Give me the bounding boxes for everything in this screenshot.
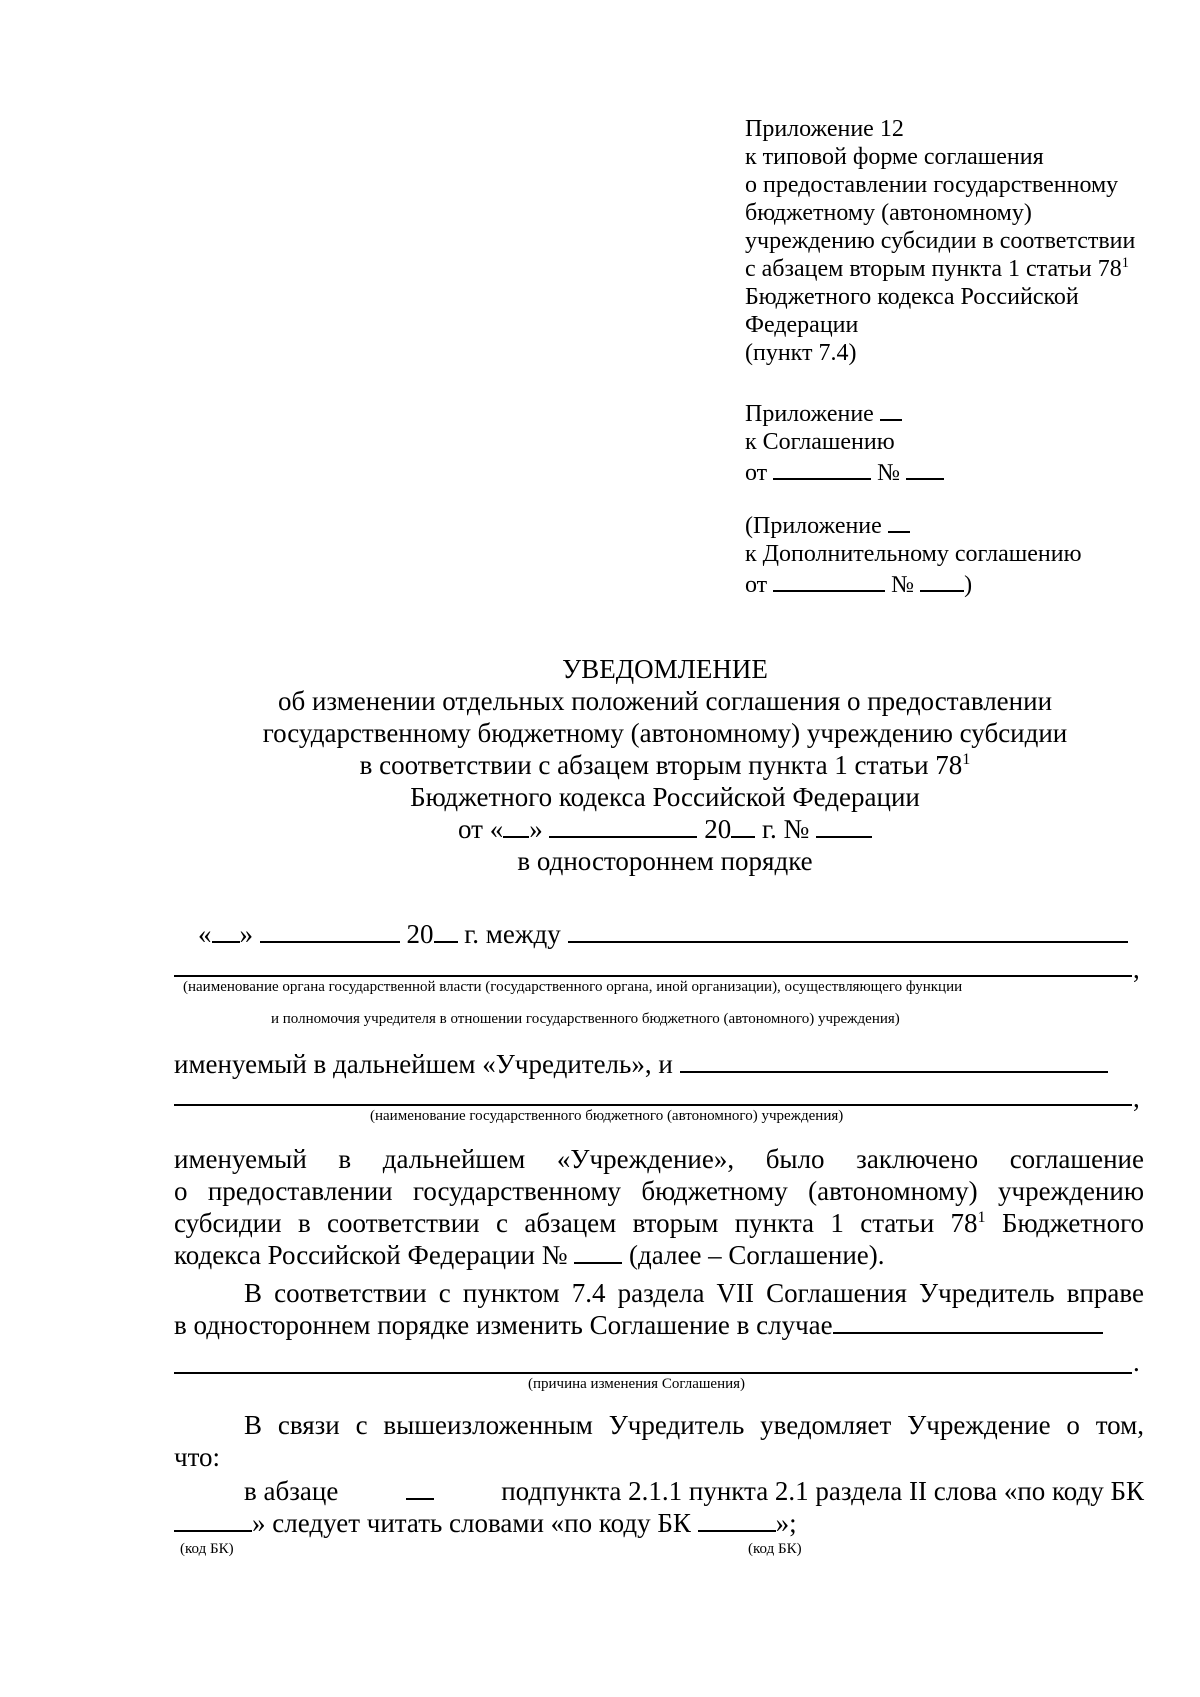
title-subline: в одностороннем порядке bbox=[517, 846, 813, 876]
paragraph-line: кодекса Российской Федерации № (далее – Соглашение). bbox=[174, 1240, 885, 1270]
paragraph-line: о предоставлении государственному бюджетному (автономному) учреждению bbox=[174, 1176, 1144, 1206]
day-blank bbox=[503, 814, 529, 838]
addl-label: (Приложение bbox=[745, 513, 882, 539]
header-line: бюджетному (автономному) bbox=[745, 200, 1032, 226]
header-line: Федерации bbox=[745, 312, 859, 338]
old-bk-blank bbox=[174, 1508, 252, 1532]
caption-reason: (причина изменения Соглашения) bbox=[528, 1376, 746, 1392]
appendix-block bbox=[745, 397, 944, 487]
paragraph-line: что: bbox=[174, 1442, 221, 1472]
document-title: УВЕДОМЛЕНИЕ bbox=[562, 654, 768, 684]
paragraph-line: субсидии в соответствии с абзацем вторым пункта 1 статьи $78^1$ Бюджетного bbox=[174, 1208, 1144, 1238]
caption-founder: (наименование органа государственной власти (государственного органа, иной организации), осуществляющего функции bbox=[183, 979, 963, 995]
paragraph-bk bbox=[174, 1475, 1144, 1539]
paragraph-line: » следует читать словами «по коду БК »; bbox=[174, 1507, 1144, 1539]
title-date-line: от « » 20 г. № bbox=[170, 813, 1160, 845]
founder-name-blank bbox=[568, 919, 1128, 943]
between-day-blank bbox=[212, 919, 240, 943]
paragraph-notice bbox=[174, 1409, 1144, 1473]
paragraph-line: именуемый в дальнейшем «Учреждение», было заключено соглашение bbox=[174, 1144, 1144, 1174]
month-blank bbox=[549, 814, 697, 838]
header-line: Приложение 12 bbox=[745, 116, 904, 142]
between-month-blank bbox=[260, 919, 400, 943]
reason-blank bbox=[833, 1310, 1103, 1334]
title-subline: Бюджетного кодекса Российской Федерации bbox=[410, 782, 920, 812]
reason-line bbox=[174, 1372, 1132, 1374]
founder-name-line bbox=[174, 975, 1132, 977]
addl-to-agreement: к Дополнительному соглашению bbox=[745, 541, 1082, 567]
addl-from-label: от bbox=[745, 572, 768, 598]
addl-no-blank bbox=[920, 568, 964, 592]
paragraph-agreement bbox=[174, 1143, 1144, 1271]
addl-date-blank bbox=[773, 568, 885, 592]
institution-comma: , bbox=[1133, 1083, 1140, 1113]
appendix-no-blank bbox=[906, 456, 944, 480]
agreement-number-blank bbox=[574, 1240, 622, 1264]
appendix-number-blank bbox=[880, 397, 902, 421]
header-line: Бюджетного кодекса Российской bbox=[745, 284, 1079, 310]
number-blank bbox=[816, 814, 872, 838]
caption-bk-old: (код БК) bbox=[180, 1541, 234, 1557]
between-year-blank bbox=[434, 919, 458, 943]
appendix-no-label: № bbox=[877, 460, 901, 486]
caption-founder: и полномочия учредителя в отношении государственного бюджетного (автономного) учреждения) bbox=[271, 1011, 900, 1027]
paragraph-line: в одностороннем порядке изменить Соглашение в случае bbox=[174, 1309, 1144, 1341]
addl-no-label: № bbox=[891, 572, 915, 598]
appendix-date-blank bbox=[773, 456, 871, 480]
appendix-to-agreement: к Соглашению bbox=[745, 429, 895, 455]
year-blank bbox=[731, 814, 755, 838]
paragraph-line: в абзаце подпункта 2.1.1 пункта 2.1 раздела II слова «по коду БК bbox=[244, 1476, 1144, 1506]
header-line: о предоставлении государственному bbox=[745, 172, 1119, 198]
title-subline: государственному бюджетному (автономному) учреждению субсидии bbox=[262, 718, 1068, 748]
founder-line: именуемый в дальнейшем «Учредитель», и bbox=[174, 1048, 1108, 1080]
paragraph-line: В соответствии с пунктом 7.4 раздела VII Соглашения Учредитель вправе bbox=[244, 1278, 1144, 1308]
header-line: (пункт 7.4) bbox=[745, 340, 857, 366]
reason-period: . bbox=[1133, 1347, 1140, 1377]
appendix-from-label: от bbox=[745, 460, 768, 486]
addl-agreement-block bbox=[745, 509, 1082, 599]
header-line: с абзацем вторым пункта 1 статьи $78^1$ bbox=[745, 255, 1129, 282]
title-block bbox=[170, 653, 1160, 877]
caption-institution: (наименование государственного бюджетного (автономного) учреждения) bbox=[370, 1108, 844, 1124]
paragraph-number-blank bbox=[406, 1476, 434, 1500]
institution-name-line bbox=[174, 1104, 1132, 1106]
title-subline: об изменении отдельных положений соглашения о предоставлении bbox=[277, 686, 1053, 716]
addl-number-blank bbox=[888, 509, 910, 533]
institution-name-blank bbox=[680, 1049, 1108, 1073]
header-line: учреждению субсидии в соответствии bbox=[745, 228, 1136, 254]
appendix-label: Приложение bbox=[745, 401, 874, 427]
caption-bk-new: (код БК) bbox=[748, 1541, 802, 1557]
between-line: « » 20 г. между bbox=[198, 918, 1128, 950]
header-block bbox=[745, 115, 1135, 367]
title-subline: в соответствии с абзацем вторым пункта 1 статьи $78^1$ bbox=[359, 750, 971, 780]
founder-comma: , bbox=[1133, 954, 1140, 984]
paragraph-line: В связи с вышеизложенным Учредитель уведомляет Учреждение о том, bbox=[244, 1410, 1144, 1440]
addl-close-paren: ) bbox=[964, 572, 973, 598]
new-bk-blank bbox=[698, 1508, 776, 1532]
header-line: к типовой форме соглашения bbox=[745, 144, 1044, 170]
paragraph-right bbox=[174, 1277, 1144, 1341]
